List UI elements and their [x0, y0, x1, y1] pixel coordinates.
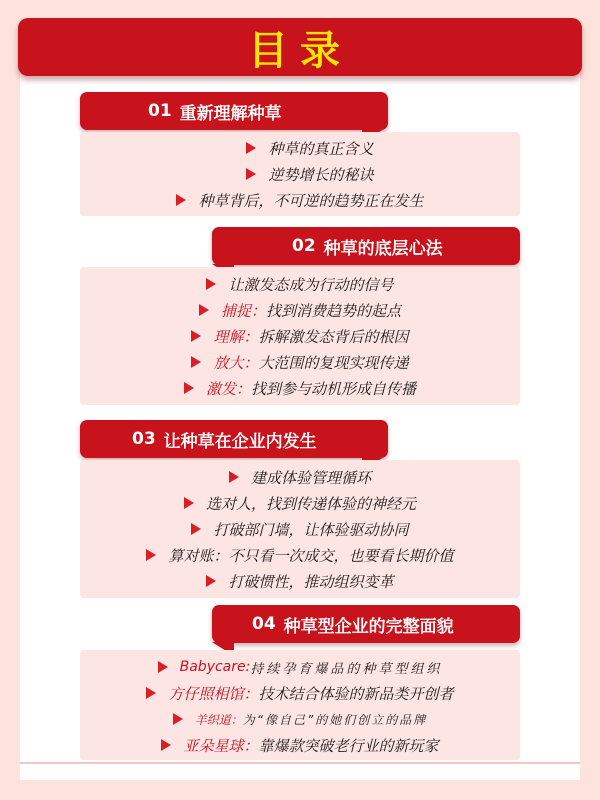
section-title: 种草型企业的完整面貌	[283, 616, 454, 637]
bullet-triangle-icon	[246, 142, 256, 154]
bullet-triangle-icon	[184, 382, 194, 394]
section-04-list	[80, 650, 520, 760]
bullet-triangle-icon	[176, 194, 186, 206]
list-item[interactable]: 建成体验管理循环	[80, 464, 520, 490]
list-item[interactable]: 种草的真正含义	[80, 135, 520, 161]
list-item[interactable]: Babycare: 持续孕育爆品的种草型组织	[80, 654, 520, 680]
section-02-header[interactable]	[212, 227, 520, 265]
section-title: 重新理解种草	[179, 103, 282, 124]
bullet-triangle-icon	[206, 278, 216, 290]
list-item[interactable]: 理解： 拆解激发态背后的根因	[80, 323, 520, 349]
bullet-triangle-icon	[191, 330, 201, 342]
section-03-header[interactable]	[80, 420, 388, 458]
list-item[interactable]: 放大： 大范围的复现实现传递	[80, 349, 520, 375]
list-item[interactable]: 激发： 找到参与动机形成自传播	[80, 375, 520, 401]
page-title: 目录	[248, 27, 352, 74]
section-01-list	[80, 132, 520, 216]
list-item[interactable]: 种草背后，不可逆的趋势正在发生	[80, 187, 520, 213]
bullet-triangle-icon	[191, 523, 201, 535]
section-number: 01	[148, 101, 172, 121]
section-04-header[interactable]	[212, 605, 520, 643]
list-item[interactable]: 算对账：不只看一次成交，也要看长期价值	[80, 542, 520, 568]
bullet-triangle-icon	[146, 549, 156, 561]
bullet-triangle-icon	[173, 713, 183, 725]
title-banner	[18, 18, 582, 76]
section-title: 让种草在企业内发生	[163, 431, 317, 452]
list-item[interactable]: 逆势增长的秘诀	[80, 161, 520, 187]
section-01-header[interactable]	[80, 92, 388, 130]
bullet-triangle-icon	[161, 739, 171, 751]
section-number: 04	[252, 614, 276, 634]
bullet-triangle-icon	[199, 304, 209, 316]
bullet-triangle-icon	[191, 356, 201, 368]
section-03-list	[80, 460, 520, 598]
bullet-triangle-icon	[158, 661, 168, 673]
bullet-triangle-icon	[229, 471, 239, 483]
section-number: 02	[292, 236, 316, 256]
section-title: 种草的底层心法	[323, 238, 443, 259]
list-item[interactable]: 让激发态成为行动的信号	[80, 271, 520, 297]
list-item[interactable]: 打破惯性，推动组织变革	[80, 568, 520, 594]
list-item[interactable]: 方仔照相馆： 技术结合体验的新品类开创者	[80, 680, 520, 706]
list-item[interactable]: 打破部门墙，让体验驱动协同	[80, 516, 520, 542]
list-item[interactable]: 选对人，找到传递体验的神经元	[80, 490, 520, 516]
bullet-triangle-icon	[146, 687, 156, 699]
list-item[interactable]: 羊织道： 为“像自己”的她们创立的品牌	[80, 706, 520, 732]
section-02-list	[80, 267, 520, 405]
list-item[interactable]: 亚朵星球： 靠爆款突破老行业的新玩家	[80, 732, 520, 758]
list-item[interactable]: 捕捉： 找到消费趋势的起点	[80, 297, 520, 323]
section-number: 03	[132, 429, 156, 449]
bottom-divider	[20, 762, 580, 764]
bullet-triangle-icon	[246, 168, 256, 180]
bullet-triangle-icon	[184, 497, 194, 509]
bullet-triangle-icon	[206, 575, 216, 587]
